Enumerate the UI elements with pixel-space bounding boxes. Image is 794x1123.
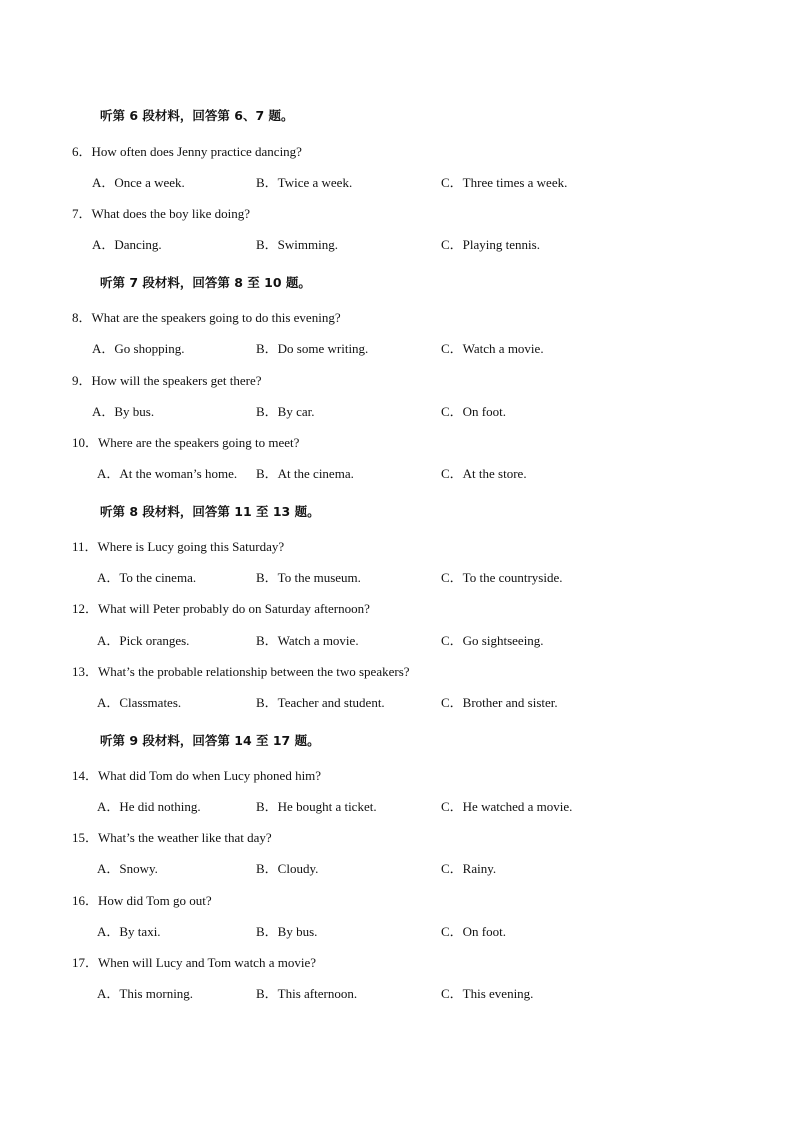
- section-heading: 听第 8 段材料，回答第 11 至 13 题。: [100, 504, 320, 519]
- question-stem: 10．Where are the speakers going to meet?: [72, 435, 300, 450]
- option-b: B．Watch a movie.: [256, 633, 359, 648]
- section-heading: 听第 6 段材料，回答第 6、7 题。: [100, 108, 294, 123]
- option-c: C．Watch a movie.: [441, 341, 544, 356]
- question-stem: 15．What’s the weather like that day?: [72, 830, 272, 845]
- option-c: C．On foot.: [441, 404, 507, 419]
- option-a: A．This morning.: [97, 986, 194, 1001]
- option-c: C．Go sightseeing.: [441, 633, 544, 648]
- option-b: B．Swimming.: [256, 237, 338, 252]
- option-c: C．This evening.: [441, 986, 534, 1001]
- question-stem: 6．How often does Jenny practice dancing?: [72, 144, 302, 159]
- option-b: B．He bought a ticket.: [256, 799, 377, 814]
- option-a: A．Pick oranges.: [97, 633, 190, 648]
- option-b: B．At the cinema.: [256, 466, 354, 481]
- option-c: C．Rainy.: [441, 861, 497, 876]
- option-c: C．At the store.: [441, 466, 527, 481]
- option-a: A．By bus.: [92, 404, 155, 419]
- option-b: B．By bus.: [256, 924, 318, 939]
- option-c: C．To the countryside.: [441, 570, 563, 585]
- question-stem: 7．What does the boy like doing?: [72, 206, 250, 221]
- option-c: C．Brother and sister.: [441, 695, 558, 710]
- question-stem: 16．How did Tom go out?: [72, 893, 212, 908]
- option-a: A．Classmates.: [97, 695, 182, 710]
- question-stem: 8．What are the speakers going to do this evening?: [72, 310, 341, 325]
- question-stem: 17．When will Lucy and Tom watch a movie?: [72, 955, 316, 970]
- option-c: C．On foot.: [441, 924, 507, 939]
- option-a: A．To the cinema.: [97, 570, 197, 585]
- option-b: B．To the museum.: [256, 570, 361, 585]
- option-c: C．Playing tennis.: [441, 237, 540, 252]
- question-stem: 13．What’s the probable relationship between the two speakers?: [72, 664, 410, 679]
- question-stem: 9．How will the speakers get there?: [72, 373, 262, 388]
- option-c: C．He watched a movie.: [441, 799, 573, 814]
- option-a: A．By taxi.: [97, 924, 161, 939]
- section-heading: 听第 9 段材料，回答第 14 至 17 题。: [100, 733, 320, 748]
- option-a: A．Snowy.: [97, 861, 158, 876]
- option-a: A．He did nothing.: [97, 799, 201, 814]
- option-a: A．At the woman’s home.: [97, 466, 238, 481]
- option-a: A．Once a week.: [92, 175, 185, 190]
- option-b: B．This afternoon.: [256, 986, 358, 1001]
- option-b: B．Teacher and student.: [256, 695, 385, 710]
- option-b: B．Twice a week.: [256, 175, 353, 190]
- option-b: B．Do some writing.: [256, 341, 369, 356]
- question-stem: 12．What will Peter probably do on Saturday afternoon?: [72, 601, 370, 616]
- question-stem: 14．What did Tom do when Lucy phoned him?: [72, 768, 322, 783]
- question-stem: 11．Where is Lucy going this Saturday?: [72, 539, 285, 554]
- option-c: C．Three times a week.: [441, 175, 568, 190]
- section-heading: 听第 7 段材料，回答第 8 至 10 题。: [100, 275, 311, 290]
- option-b: B．Cloudy.: [256, 861, 319, 876]
- option-a: A．Dancing.: [92, 237, 162, 252]
- option-b: B．By car.: [256, 404, 315, 419]
- option-a: A．Go shopping.: [92, 341, 185, 356]
